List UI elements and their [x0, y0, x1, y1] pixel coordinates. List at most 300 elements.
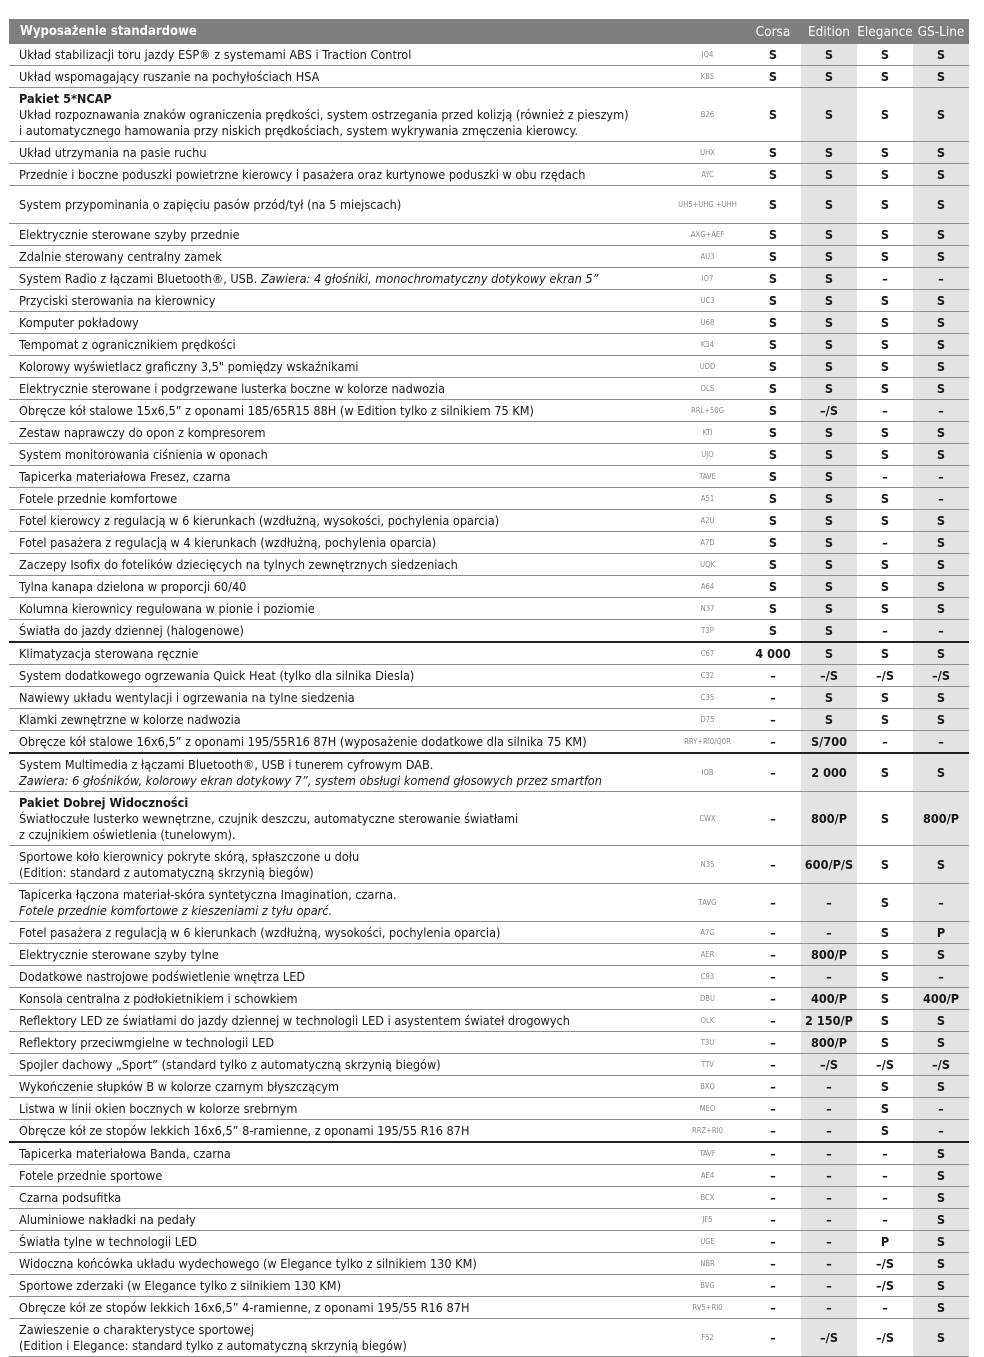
availability-cell: – — [745, 1010, 801, 1032]
availability-cell: S — [913, 422, 969, 444]
option-code: A7G — [670, 922, 745, 944]
row-label: Obręcze kół stalowe 16x6,5” z oponami 195/55R16 87H (wyposażenie dodatkowe dla silnika 75 KM) — [19, 733, 587, 749]
row-description — [9, 312, 670, 334]
availability-cell: S — [801, 164, 857, 186]
row-label: Układ wspomagający ruszanie na pochyłościach HSA — [19, 68, 320, 84]
availability-cell: 800/P — [801, 1032, 857, 1054]
option-code: TTV — [670, 1054, 745, 1076]
table-row — [9, 1187, 969, 1209]
availability-cell: – — [913, 1098, 969, 1120]
option-code: IO7 — [670, 268, 745, 290]
option-code: B26 — [670, 88, 745, 142]
availability-cell: S — [745, 356, 801, 378]
availability-cell: 600/P/S — [801, 846, 857, 884]
availability-cell: – — [801, 1231, 857, 1253]
availability-cell: S — [913, 378, 969, 400]
availability-cell: – — [801, 1253, 857, 1275]
availability-cell: S — [857, 290, 913, 312]
option-code: C67 — [670, 642, 745, 665]
availability-cell: S — [913, 44, 969, 66]
row-label: Aluminiowe nakładki na pedały — [19, 1211, 196, 1227]
availability-cell: S — [857, 186, 913, 224]
row-description — [9, 576, 670, 598]
availability-cell: 2 000 — [801, 753, 857, 792]
option-code: JF5 — [670, 1209, 745, 1231]
row-label: Obręcze kół ze stopów lekkich 16x6,5” 8-ramienne, z oponami 195/55 R16 87H — [19, 1122, 470, 1138]
availability-cell: – — [857, 466, 913, 488]
row-description — [9, 422, 670, 444]
option-code: JQ4 — [670, 44, 745, 66]
availability-cell: S — [801, 186, 857, 224]
table-row — [9, 620, 969, 643]
availability-cell: – — [913, 966, 969, 988]
availability-cell: P — [913, 922, 969, 944]
availability-cell: S — [913, 334, 969, 356]
option-code: A7D — [670, 532, 745, 554]
row-description — [9, 356, 670, 378]
table-row — [9, 88, 969, 142]
availability-cell: S — [857, 576, 913, 598]
option-code: NBR — [670, 1253, 745, 1275]
row-description — [9, 709, 670, 731]
option-code: T3P — [670, 620, 745, 643]
availability-cell: S — [913, 510, 969, 532]
availability-cell: 800/P — [913, 792, 969, 846]
row-description — [9, 944, 670, 966]
table-row — [9, 1054, 969, 1076]
availability-cell: S — [801, 444, 857, 466]
table-row — [9, 312, 969, 334]
option-code: DBU — [670, 988, 745, 1010]
availability-cell: S — [857, 944, 913, 966]
table-row — [9, 246, 969, 268]
table-row — [9, 988, 969, 1010]
option-code: UC3 — [670, 290, 745, 312]
row-label: Spojler dachowy „Sport” (standard tylko z automatyczną skrzynią biegów) — [19, 1056, 441, 1072]
option-code: UJO — [670, 444, 745, 466]
table-row — [9, 753, 969, 792]
availability-cell: S — [913, 66, 969, 88]
row-label: Nawiewy układu wentylacji i ogrzewania na tylne siedzenia — [19, 689, 355, 705]
option-code: RRZ+RI0 — [670, 1120, 745, 1143]
table-header — [9, 19, 969, 44]
availability-cell: S — [857, 356, 913, 378]
availability-cell: S — [801, 466, 857, 488]
availability-cell: S — [913, 598, 969, 620]
availability-cell: S — [857, 709, 913, 731]
availability-cell: S — [801, 488, 857, 510]
availability-cell: S — [913, 1076, 969, 1098]
table-row — [9, 687, 969, 709]
availability-cell: S — [745, 422, 801, 444]
table-row — [9, 1253, 969, 1275]
row-label-line: (Edition: standard z automatyczną skrzynią biegów) — [19, 864, 314, 880]
availability-cell: S — [913, 687, 969, 709]
option-code: A51 — [670, 488, 745, 510]
availability-cell: S — [801, 598, 857, 620]
row-label-note: Fotele przednie komfortowe z kieszeniami z tyłu oparć. — [19, 902, 333, 918]
row-description — [9, 532, 670, 554]
table-row — [9, 642, 969, 665]
row-label: Obręcze kół stalowe 15x6,5” z oponami 185/65R15 88H (w Edition tylko z silnikiem 75 KM) — [19, 402, 534, 418]
table-row — [9, 290, 969, 312]
row-description — [9, 164, 670, 186]
availability-cell: S — [801, 709, 857, 731]
availability-cell: S — [745, 66, 801, 88]
table-row — [9, 532, 969, 554]
row-description — [9, 88, 670, 142]
availability-cell: S — [745, 246, 801, 268]
row-label: Klamki zewnętrzne w kolorze nadwozia — [19, 711, 241, 727]
row-label: Listwa w linii okien bocznych w kolorze srebrnym — [19, 1100, 298, 1116]
availability-cell: 800/P — [801, 944, 857, 966]
availability-cell: S — [857, 44, 913, 66]
row-label: Fotel kierowcy z regulacją w 6 kierunkach (wzdłużną, wysokości, pochylenia oparcia) — [19, 512, 500, 528]
table-row — [9, 1142, 969, 1165]
table-row — [9, 709, 969, 731]
availability-cell: – — [745, 1120, 801, 1143]
availability-cell: – — [801, 1142, 857, 1165]
availability-cell: S — [745, 88, 801, 142]
row-description — [9, 966, 670, 988]
option-code: KB5 — [670, 66, 745, 88]
option-code: U68 — [670, 312, 745, 334]
row-label: Kolumna kierownicy regulowana w pionie i poziomie — [19, 600, 315, 616]
row-label: Obręcze kół ze stopów lekkich 16x6,5” 4-ramienne, z oponami 195/55 R16 87H — [19, 1299, 470, 1315]
table-body — [9, 44, 969, 1357]
availability-cell: S — [857, 687, 913, 709]
availability-cell: S — [913, 142, 969, 164]
availability-cell: S — [857, 1120, 913, 1143]
table-row — [9, 268, 969, 290]
row-label: System monitorowania ciśnienia w oponach — [19, 446, 268, 462]
table-row — [9, 922, 969, 944]
availability-cell: S — [913, 753, 969, 792]
availability-cell: S — [801, 620, 857, 643]
table-row — [9, 1165, 969, 1187]
availability-cell: S — [857, 966, 913, 988]
availability-cell: – — [745, 709, 801, 731]
availability-cell: S — [745, 268, 801, 290]
row-description — [9, 687, 670, 709]
availability-cell: – — [745, 922, 801, 944]
row-label: Tylna kanapa dzielona w proporcji 60/40 — [19, 578, 247, 594]
row-description — [9, 1120, 670, 1143]
availability-cell: S — [745, 554, 801, 576]
row-description — [9, 554, 670, 576]
table-row — [9, 598, 969, 620]
availability-cell: S — [913, 1010, 969, 1032]
table-row — [9, 356, 969, 378]
column-header-edition: Edition — [801, 19, 857, 44]
row-description — [9, 246, 670, 268]
row-label: System dodatkowego ogrzewania Quick Heat (tylko dla silnika Diesla) — [19, 667, 415, 683]
option-code: UH5+UHG +UHH — [670, 186, 745, 224]
row-label: Czarna podsufitka — [19, 1189, 122, 1205]
availability-cell: – — [801, 966, 857, 988]
availability-cell: S — [913, 444, 969, 466]
availability-cell: 4 000 — [745, 642, 801, 665]
availability-cell: – — [745, 884, 801, 922]
table-row — [9, 186, 969, 224]
availability-cell: S — [745, 620, 801, 643]
row-description — [9, 44, 670, 66]
table-row — [9, 966, 969, 988]
row-label-line: z czujnikiem oświetlenia (tunelowym). — [19, 826, 236, 842]
availability-cell: S — [857, 753, 913, 792]
availability-cell: – — [913, 731, 969, 754]
option-code: TAVE — [670, 466, 745, 488]
row-description — [9, 884, 670, 922]
availability-cell: S — [745, 334, 801, 356]
availability-cell: S — [857, 988, 913, 1010]
availability-cell: S — [857, 846, 913, 884]
table-row — [9, 44, 969, 66]
availability-cell: S — [913, 846, 969, 884]
table-row — [9, 665, 969, 687]
option-code: BCX — [670, 1187, 745, 1209]
availability-cell: –/S — [801, 1054, 857, 1076]
availability-cell: – — [801, 1165, 857, 1187]
availability-cell: S — [857, 884, 913, 922]
option-code: D75 — [670, 709, 745, 731]
row-description — [9, 400, 670, 422]
option-code: RRY+RI0/Q0R — [670, 731, 745, 754]
availability-cell: S — [913, 1032, 969, 1054]
availability-cell: 400/P — [801, 988, 857, 1010]
availability-cell: S — [857, 164, 913, 186]
row-description — [9, 334, 670, 356]
availability-cell: S — [913, 1231, 969, 1253]
availability-cell: – — [745, 687, 801, 709]
availability-cell: S — [801, 642, 857, 665]
availability-cell: S — [745, 142, 801, 164]
option-code: C93 — [670, 966, 745, 988]
availability-cell: S — [745, 378, 801, 400]
availability-cell: –/S — [857, 1054, 913, 1076]
table-row — [9, 66, 969, 88]
availability-cell: – — [801, 1275, 857, 1297]
availability-cell: – — [745, 1275, 801, 1297]
row-label: Zestaw naprawczy do opon z kompresorem — [19, 424, 266, 440]
availability-cell: S — [913, 290, 969, 312]
availability-cell: S — [913, 1275, 969, 1297]
availability-cell: S — [801, 687, 857, 709]
availability-cell: S — [745, 290, 801, 312]
availability-cell: S — [913, 709, 969, 731]
availability-cell: – — [745, 1319, 801, 1357]
availability-cell: – — [745, 1297, 801, 1319]
availability-cell: – — [745, 988, 801, 1010]
table-row — [9, 466, 969, 488]
availability-cell: – — [801, 1098, 857, 1120]
availability-cell: – — [913, 488, 969, 510]
availability-cell: S — [857, 510, 913, 532]
availability-cell: – — [745, 1142, 801, 1165]
option-code: KTI — [670, 422, 745, 444]
option-code: DLS — [670, 378, 745, 400]
availability-cell: P — [857, 1231, 913, 1253]
availability-cell: S — [913, 554, 969, 576]
availability-cell: S — [857, 444, 913, 466]
availability-cell: S — [913, 1165, 969, 1187]
availability-cell: S — [801, 356, 857, 378]
row-label: Światła do jazdy dziennej (halogenowe) — [19, 622, 244, 638]
availability-cell: S — [745, 510, 801, 532]
row-label: Układ stabilizacji toru jazdy ESP® z systemami ABS i Traction Control — [19, 46, 412, 62]
availability-cell: –/S — [857, 1253, 913, 1275]
table-row — [9, 944, 969, 966]
table-row — [9, 142, 969, 164]
availability-cell: S — [801, 246, 857, 268]
table-row — [9, 1275, 969, 1297]
row-label: System przypominania o zapięciu pasów przód/tył (na 5 miejscach) — [19, 196, 402, 212]
availability-cell: – — [857, 1297, 913, 1319]
row-description — [9, 186, 670, 224]
availability-cell: S — [913, 164, 969, 186]
availability-cell: – — [745, 1098, 801, 1120]
row-description — [9, 1010, 670, 1032]
row-label-line: (Edition i Elegance: standard tylko z automatyczną skrzynią biegów) — [19, 1337, 407, 1353]
table-row — [9, 1231, 969, 1253]
availability-cell: –/S — [801, 665, 857, 687]
option-code: K34 — [670, 334, 745, 356]
option-code: CWX — [670, 792, 745, 846]
availability-cell: S — [801, 378, 857, 400]
table-row — [9, 378, 969, 400]
row-description — [9, 466, 670, 488]
availability-cell: –/S — [857, 1319, 913, 1357]
row-label: Konsola centralna z podłokietnikiem i schowkiem — [19, 990, 298, 1006]
table-row — [9, 334, 969, 356]
availability-cell: S — [913, 224, 969, 246]
option-code: UGE — [670, 1231, 745, 1253]
table-row — [9, 1076, 969, 1098]
availability-cell: – — [801, 1297, 857, 1319]
availability-cell: S — [745, 186, 801, 224]
option-code: UQK — [670, 554, 745, 576]
table-row — [9, 1098, 969, 1120]
availability-cell: S — [857, 378, 913, 400]
availability-cell: – — [745, 731, 801, 754]
availability-cell: S — [857, 1076, 913, 1098]
availability-cell: S — [857, 334, 913, 356]
availability-cell: – — [913, 884, 969, 922]
table-row — [9, 1010, 969, 1032]
row-description — [9, 846, 670, 884]
availability-cell: – — [857, 1142, 913, 1165]
row-label: Reflektory przeciwmgielne w technologii LED — [19, 1034, 275, 1050]
row-label: Tapicerka materiałowa Banda, czarna — [19, 1145, 231, 1161]
equipment-table — [9, 19, 969, 1357]
option-code: BVG — [670, 1275, 745, 1297]
option-code: OLK — [670, 1010, 745, 1032]
row-label: Układ utrzymania na pasie ruchu — [19, 144, 207, 160]
row-label: Reflektory LED ze światłami do jazdy dziennej w technologii LED i asystentem świateł drogowych — [19, 1012, 570, 1028]
table-row — [9, 444, 969, 466]
availability-cell: S — [745, 312, 801, 334]
availability-cell: – — [745, 1054, 801, 1076]
table-title: Wyposażenie standardowe — [9, 19, 670, 44]
table-row — [9, 554, 969, 576]
availability-cell: – — [857, 1187, 913, 1209]
row-label: Kolorowy wyświetlacz graficzny 3,5" pomiędzy wskaźnikami — [19, 358, 359, 374]
table-row — [9, 1209, 969, 1231]
availability-cell: S — [913, 1187, 969, 1209]
availability-cell: – — [857, 400, 913, 422]
availability-cell: S — [745, 466, 801, 488]
availability-cell: – — [913, 466, 969, 488]
availability-cell: S — [745, 488, 801, 510]
availability-cell: – — [913, 1120, 969, 1143]
availability-cell: – — [913, 268, 969, 290]
availability-cell: S — [857, 224, 913, 246]
table-row — [9, 422, 969, 444]
row-label: Komputer pokładowy — [19, 314, 139, 330]
table-row — [9, 510, 969, 532]
availability-cell: S — [801, 66, 857, 88]
option-code: AXG+AEF — [670, 224, 745, 246]
row-label: Światła tylne w technologii LED — [19, 1233, 197, 1249]
availability-cell: S — [801, 88, 857, 142]
availability-cell: S — [857, 312, 913, 334]
row-description — [9, 1032, 670, 1054]
row-label-note: Zawiera: 4 głośniki, monochromatyczny dotykowy ekran 5” — [260, 270, 599, 286]
row-label: Fotele przednie komfortowe — [19, 490, 178, 506]
availability-cell: S — [745, 532, 801, 554]
availability-cell: – — [745, 944, 801, 966]
availability-cell: S — [801, 142, 857, 164]
availability-cell: S — [801, 576, 857, 598]
row-description — [9, 1165, 670, 1187]
availability-cell: – — [745, 792, 801, 846]
availability-cell: – — [745, 966, 801, 988]
row-description — [9, 731, 670, 754]
table-row — [9, 1319, 969, 1357]
option-code: A2U — [670, 510, 745, 532]
availability-cell: – — [913, 620, 969, 643]
availability-cell: S — [745, 44, 801, 66]
table-row — [9, 1032, 969, 1054]
row-description — [9, 444, 670, 466]
code-column-header — [670, 19, 745, 44]
availability-cell: S — [913, 576, 969, 598]
option-code: TAVG — [670, 884, 745, 922]
availability-cell: – — [801, 1187, 857, 1209]
availability-cell: S — [801, 290, 857, 312]
availability-cell: S — [913, 1297, 969, 1319]
option-code: AYC — [670, 164, 745, 186]
availability-cell: S — [857, 488, 913, 510]
availability-cell: S — [745, 164, 801, 186]
option-code: N35 — [670, 846, 745, 884]
table-row — [9, 576, 969, 598]
availability-cell: S — [857, 142, 913, 164]
availability-cell: – — [745, 753, 801, 792]
row-package-title: Pakiet Dobrej Widoczności — [19, 794, 189, 810]
option-code: C35 — [670, 687, 745, 709]
availability-cell: – — [857, 731, 913, 754]
row-label-line: Zawieszenie o charakterystyce sportowej — [19, 1321, 254, 1337]
row-label: Klimatyzacja sterowana ręcznie — [19, 645, 199, 661]
row-label: Wykończenie słupków B w kolorze czarnym błyszczącym — [19, 1078, 340, 1094]
availability-cell: – — [745, 1165, 801, 1187]
row-label: Dodatkowe nastrojowe podświetlenie wnętrza LED — [19, 968, 306, 984]
row-description — [9, 988, 670, 1010]
row-label: Sportowe zderzaki (w Elegance tylko z silnikiem 130 KM) — [19, 1277, 342, 1293]
row-description — [9, 642, 670, 665]
availability-cell: S — [857, 88, 913, 142]
